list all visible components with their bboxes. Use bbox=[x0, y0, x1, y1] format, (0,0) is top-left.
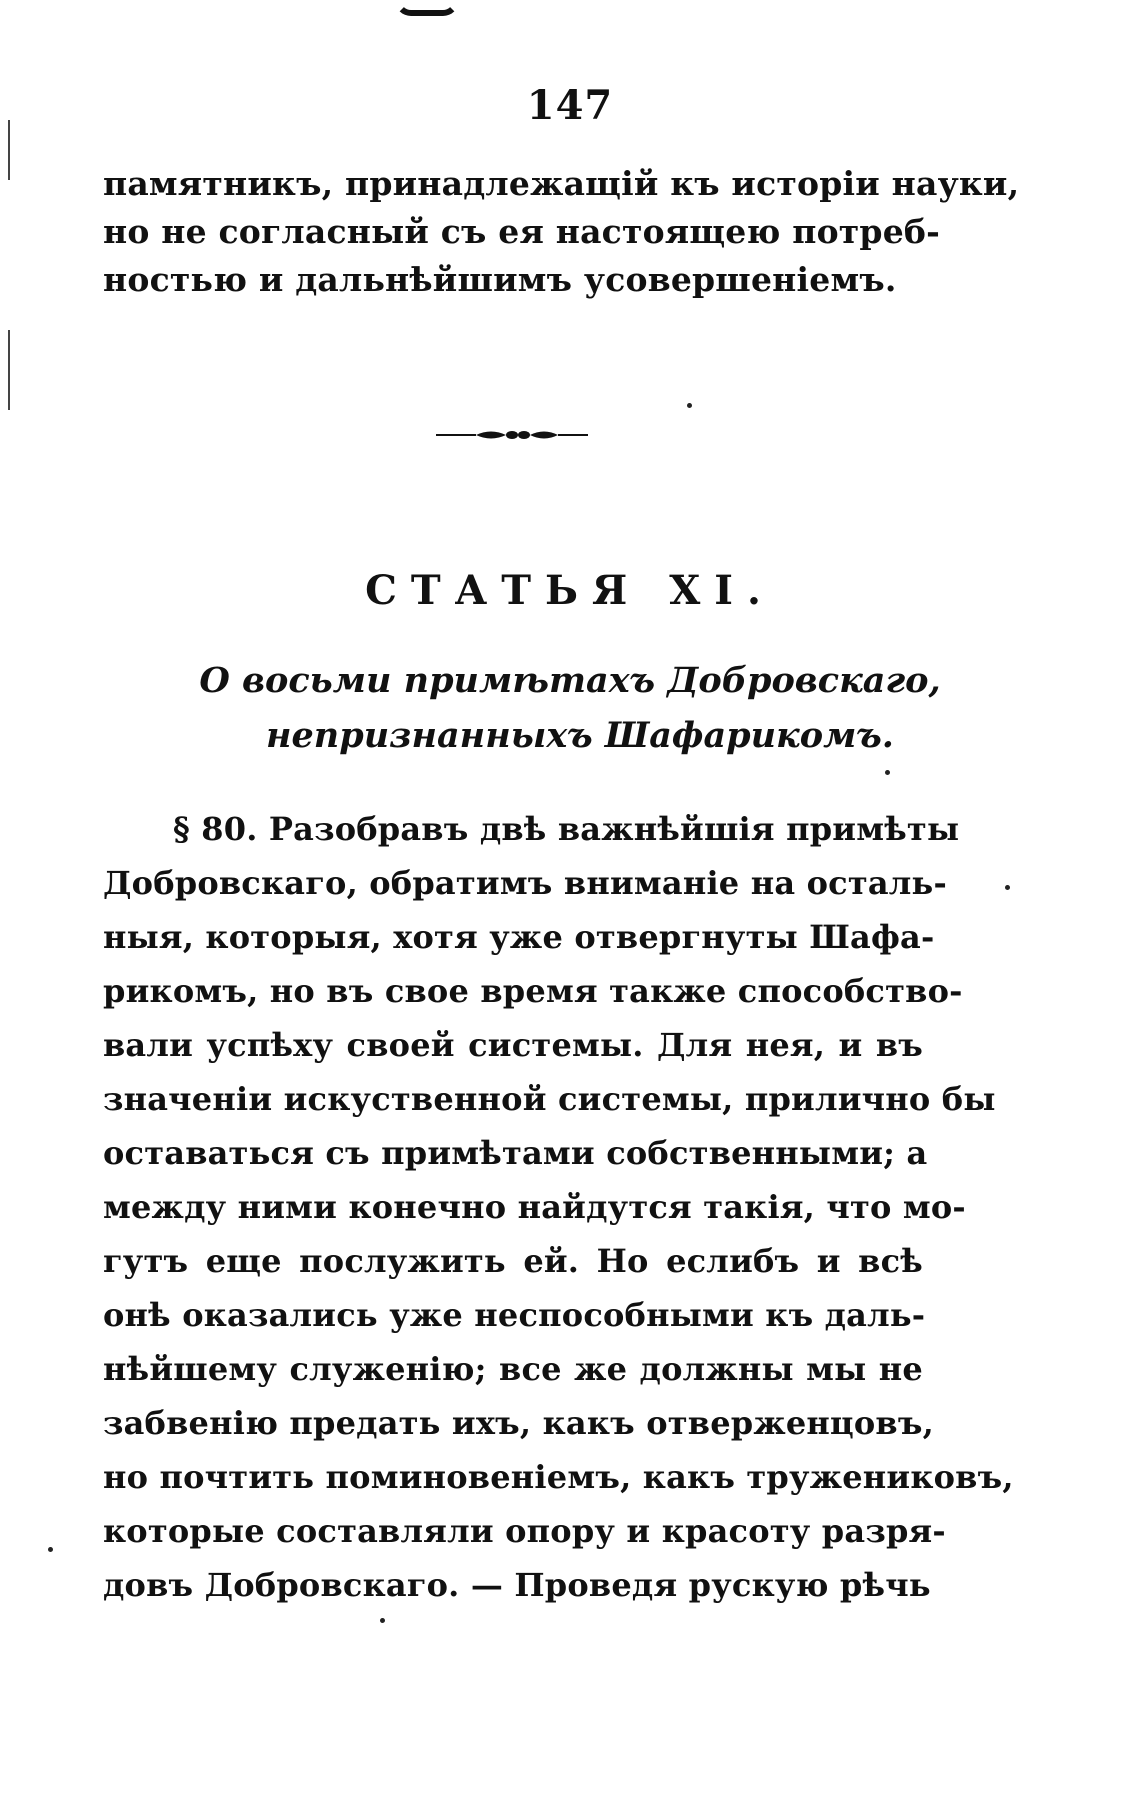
scan-speck bbox=[1005, 885, 1010, 890]
text-line: вали успѣху своей системы. Для нея, и въ bbox=[103, 1026, 923, 1064]
text-line: довъ Добровскаго. — Проведя рускую рѣчь bbox=[103, 1566, 931, 1604]
text-line: но почтить поминовеніемъ, какъ тружениковъ, bbox=[103, 1458, 1014, 1496]
scan-fragment bbox=[395, 0, 459, 16]
text-line: Добровскаго, обратимъ вниманіе на осталь- bbox=[103, 864, 947, 902]
scan-speck bbox=[48, 1547, 53, 1552]
margin-mark bbox=[8, 120, 10, 180]
scan-speck bbox=[687, 403, 692, 408]
continued-paragraph bbox=[103, 160, 1020, 304]
text-line: § 80. Разобравъ двѣ важнѣйшія примѣты bbox=[173, 810, 960, 848]
text-line: ностью и дальнѣйшимъ усовершеніемъ. bbox=[103, 260, 897, 299]
text-line: рикомъ, но въ свое время также способство- bbox=[103, 972, 963, 1010]
text-line: между ними конечно найдутся такія, что мо- bbox=[103, 1188, 966, 1226]
article-heading: СТАТЬЯ XI. bbox=[365, 567, 775, 614]
text-line: которые составляли опору и красоту разря- bbox=[103, 1512, 946, 1550]
text-line: памятникъ, принадлежащій къ исторіи науки, bbox=[103, 164, 1020, 203]
scan-speck bbox=[380, 1618, 385, 1623]
text-line: забвенію предать ихъ, какъ отверженцовъ, bbox=[103, 1404, 934, 1442]
text-line: онѣ оказались уже неспособными къ даль- bbox=[103, 1296, 926, 1334]
page-number: 147 bbox=[526, 82, 614, 129]
scan-speck bbox=[885, 770, 890, 775]
text-line: но не согласный съ ея настоящею потреб- bbox=[103, 212, 941, 251]
text-line: значеніи искуственной системы, прилично бы bbox=[103, 1080, 996, 1118]
section-paragraph bbox=[103, 802, 1014, 1612]
text-line: оставаться съ примѣтами собственными; а bbox=[103, 1134, 928, 1172]
text-line: нѣйшему служенію; все же должны мы не bbox=[103, 1350, 923, 1388]
article-subtitle-line: непризнанныхъ Шафарикомъ. bbox=[266, 715, 894, 756]
ornamental-rule-icon bbox=[436, 428, 588, 442]
text-line: ныя, которыя, хотя уже отвергнуты Шафа- bbox=[103, 918, 935, 956]
text-line: гутъ еще послужить ей. Но еслибъ и всѣ bbox=[103, 1242, 923, 1280]
margin-mark bbox=[8, 330, 10, 410]
article-subtitle-line: О восьми примѣтахъ Добровскаго, bbox=[199, 660, 941, 701]
